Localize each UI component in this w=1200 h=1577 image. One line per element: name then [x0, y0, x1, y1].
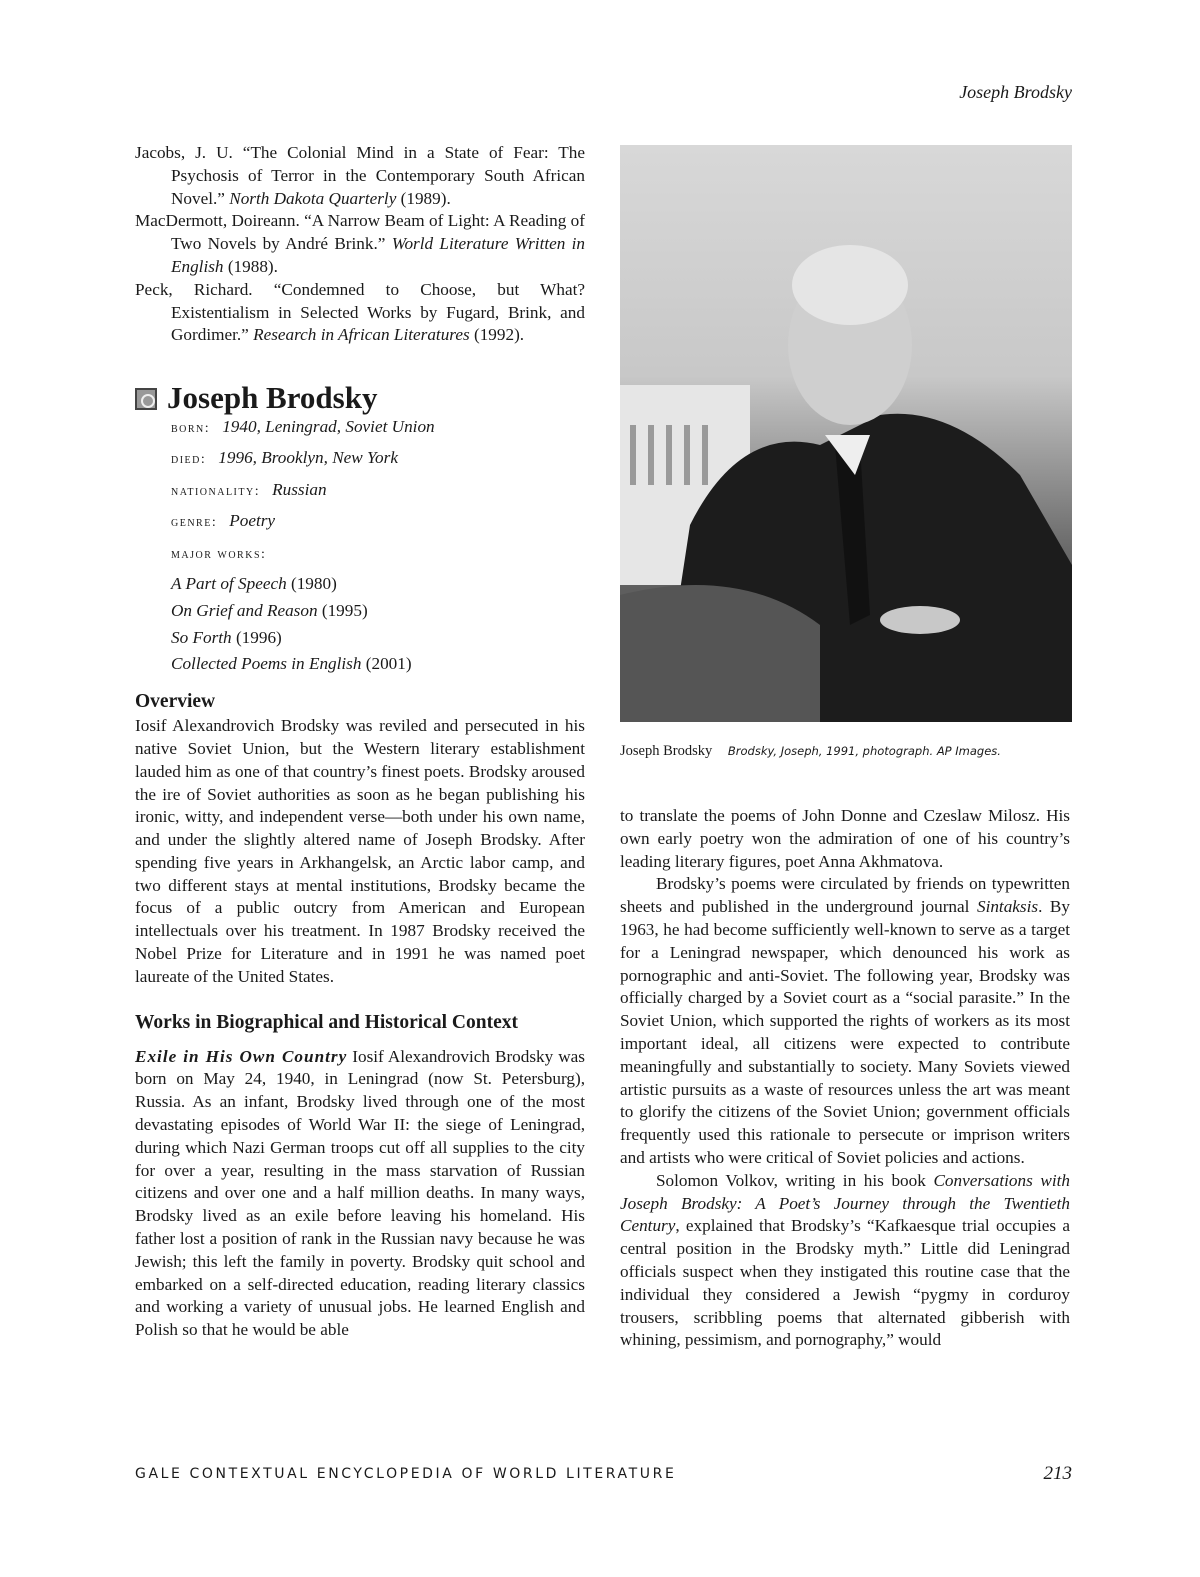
entry-title-text: Joseph Brodsky — [167, 380, 378, 416]
major-works-label: major works: — [171, 546, 267, 562]
metadata-row — [171, 479, 585, 504]
paragraph — [620, 1170, 1070, 1352]
major-work — [171, 653, 585, 676]
entry-title — [135, 380, 585, 416]
caption-name: Joseph Brodsky — [620, 743, 713, 759]
work-title: On Grief and Reason — [171, 600, 318, 620]
paragraph — [135, 1046, 585, 1342]
right-column — [620, 805, 1070, 1352]
work-year: (1996) — [235, 627, 282, 647]
metadata-label: genre: — [171, 515, 218, 531]
metadata-value: 1940, Leningrad, Soviet Union — [222, 416, 435, 436]
paragraph — [135, 210, 585, 278]
major-work — [171, 573, 585, 596]
paragraph — [135, 715, 585, 989]
major-work — [171, 600, 585, 623]
paragraph — [135, 279, 585, 347]
work-year: (1995) — [321, 600, 368, 620]
italic-title: World Literature Written in English — [171, 234, 585, 276]
metadata-label: born: — [171, 420, 211, 436]
major-works-list — [135, 573, 585, 676]
context-text-right — [620, 805, 1070, 1352]
metadata-value: Russian — [272, 479, 327, 499]
left-column — [135, 142, 585, 1342]
footer-publication: GALE CONTEXTUAL ENCYCLOPEDIA OF WORLD LITERATURE — [135, 1466, 677, 1482]
italic-title: Conversations with Joseph Brodsky: A Poet’s Journey through the Twentieth Century — [620, 1170, 1070, 1236]
metadata-row — [171, 510, 585, 535]
ornament-icon — [135, 388, 157, 410]
text-run: Jacobs, J. U. “The Colonial Mind in a State of Fear: The Psychosis of Terror in the Contemporary South African Novel.” — [135, 143, 585, 208]
text-run: (1992). — [469, 325, 525, 345]
text-run: MacDermott, Doireann. “A Narrow Beam of Light: A Reading of Two Novels by André Brink.” — [135, 211, 585, 254]
bibliography — [135, 142, 585, 347]
context-text-left — [135, 1046, 585, 1342]
text-run: , explained that Brodsky’s “Kafkaesque trial occupies a central position in the Brodsky myth.” Little did Leningrad officials suspect when they instigated this routine case that the individual they considered a Jewish “pygmy in corduroy trousers, scribbling poems that alternated gibberish with whining, pessimism, and pornography,” would — [620, 1216, 1070, 1350]
text-run: Brodsky’s poems were circulated by friends on typewritten sheets and published in the underground journal — [620, 874, 1070, 917]
work-year: (2001) — [365, 654, 412, 674]
major-work — [171, 627, 585, 650]
metadata-value: 1996, Brooklyn, New York — [218, 448, 398, 468]
text-run: Solomon Volkov, writing in his book — [656, 1170, 934, 1190]
text-run: to translate the poems of John Donne and Czeslaw Milosz. His own early poetry won the admiration of one of his country’s leading literary figures, poet Anna Akhmatova. — [620, 806, 1070, 871]
work-title: A Part of Speech — [171, 573, 287, 593]
text-run: (1988). — [223, 256, 278, 276]
work-title: Collected Poems in English — [171, 654, 362, 674]
work-title: So Forth — [171, 627, 232, 647]
metadata-label: died: — [171, 452, 207, 468]
italic-title: North Dakota Quarterly — [229, 188, 397, 208]
metadata-row — [171, 416, 585, 441]
paragraph — [620, 873, 1070, 1169]
caption-source: Brodsky, Joseph, 1991, photograph. AP Images. — [727, 744, 1001, 758]
photo-caption — [620, 743, 1001, 760]
italic-title: Research in African Literatures — [253, 325, 470, 345]
run-in-heading: Exile in His Own Country — [135, 1046, 348, 1066]
overview-heading: Overview — [135, 691, 216, 713]
paragraph — [620, 805, 1070, 873]
work-year: (1980) — [290, 573, 337, 593]
overview-text — [135, 715, 585, 989]
text-run: (1989). — [396, 188, 451, 208]
text-run: Iosif Alexandrovich Brodsky was reviled and persecuted in his native Soviet Union, but the Western literary establishment lauded him as one of that country’s finest poets. Brodsky aroused the ire of Soviet authorities as soon as he began publishing his ironic, witty, and independent verse—both under his own name, and under the slightly altered name of Joseph Brodsky. After spending five years in Arkhangelsk, an Arctic labor camp, and two different stays at mental institutions, Brodsky became the focus of a public outcry from American and European intellectuals over his treatment. In 1987 Brodsky received the Nobel Prize for Literature and in 1991 he was named poet laureate of the United States. — [135, 716, 585, 986]
author-photograph — [620, 145, 1072, 722]
text-run: . By 1963, he had become sufficiently well-known to serve as a target for a Leningrad newspaper, which denounced his work as pornographic and anti-Soviet. The following year, Brodsky was officially charged by a Soviet court as a “social parasite.” In the Soviet Union, which supported the rights of workers as its most important ideal, all citizens were expected to contribute meaningfully and substantially to society. Many Soviets viewed artistic pursuits as a waste of resources unless the art was meant to glorify the citizens of the Soviet Union; government officials frequently used this rationale to persecute or imprison writers and artists who were critical of Soviet policies and actions. — [620, 897, 1070, 1167]
italic-title: Sintaksis — [976, 897, 1039, 917]
context-heading: Works in Biographical and Historical Context — [135, 1011, 518, 1033]
text-run: Iosif Alexandrovich Brodsky was born on May 24, 1940, in Leningrad (now St. Petersburg), Russia. As an infant, Brodsky lived through one of the most devastating episodes of World War II: the siege of Leningrad, during which Nazi German troops cut off all supplies to the city for over a year, resulting in the mass starvation of Russian citizens and over one and a half million deaths. In many ways, Brodsky lived as an exile before leaving his homeland. His father lost a position of rank in the Russian navy because he was Jewish; this left the family in poverty. Brodsky quit school and embarked on a self-directed education, reading literary classics and working a variety of unusual jobs. He learned English and Polish so that he would be able — [135, 1046, 585, 1340]
metadata-label: nationality: — [171, 483, 261, 499]
entry-metadata — [135, 416, 585, 676]
metadata-value: Poetry — [229, 511, 276, 531]
page-number: 213 — [1043, 1463, 1072, 1484]
metadata-row — [171, 447, 585, 472]
text-run: Peck, Richard. “Condemned to Choose, but What? Existentialism in Selected Works by Fugard, Brink, and Gordimer.” — [135, 279, 585, 345]
running-head: Joseph Brodsky — [959, 82, 1072, 102]
paragraph — [135, 142, 585, 210]
